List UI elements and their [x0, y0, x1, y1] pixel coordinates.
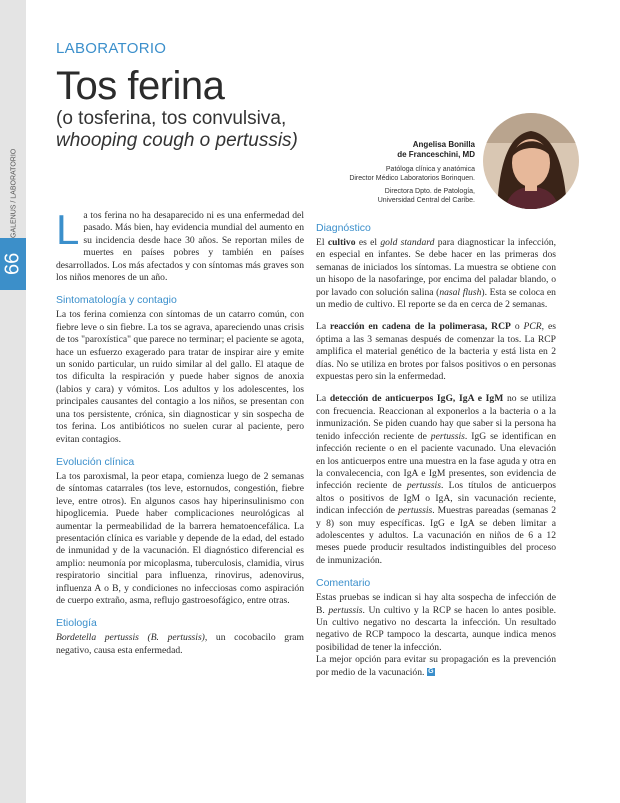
etiologia-organism: Bordetella pertussis (B. pertussis) [56, 632, 205, 644]
paragraph-etiologia [56, 632, 304, 657]
author-affiliation [378, 187, 475, 205]
paragraph-rcp: La reacción en cadena de la polimerasa, RCP o PCR, es óptima a las 3 semanas después de comenzar la tos. La RCP amplifica el material genético de la bacteria y está lista en 2 días. No se utiliza en brotes por falsos positivos o en personas expuestas pero sin la enfermedad. [316, 321, 556, 383]
heading-sintomatologia: Sintomatología y contagio [56, 294, 177, 307]
author-role [349, 165, 475, 183]
author-name-line-2: de Franceschini, MD [397, 150, 475, 159]
heading-comentario: Comentario [316, 577, 371, 590]
etiologia-text: , un cocobacilo gram negativo, causa esta enfermedad. [56, 632, 305, 656]
author-affiliation-line: Directora Dpto. de Patología, [384, 188, 475, 195]
paragraph-comentario: Estas pruebas se indican si hay alta sospecha de infección de B. pertussis. Un cultivo y la RCP se hacen lo antes posible. Un cultivo negativo no descarta la infección. Un resultado negativo de RCP tampoco la descarta, aunque indica menos posibilidad de tener la infección. [316, 592, 556, 653]
paragraph-sintomatologia: La tos ferina comienza con síntomas de un catarro común, con fiebre leve o sin fiebre. La tos se agrava, apareciendo unas crisis de tos "paroxística" que parece no terminar; el paciente se agota, hace un esfuerzo exagerado para tratar de inspirar aire y emite un sonido particular, un ruido similar al del gallo. El ataque de tos dificulta la respiración y puede haber signos de anoxia (labios y cara) y vómitos. Los adultos y los adolescentes, los principales causantes del contagio a los niños, se presentan con una tos persistente, crónica, sin diagnosticar y sin sospecha de tos ferina. Los antibióticos no suelen curar al paciente, pero evitan contagios. [56, 309, 304, 445]
section-label: LABORATORIO [56, 40, 167, 57]
author-photo [483, 113, 579, 209]
article-subtitle [56, 108, 298, 152]
paragraph-anticuerpos: La detección de anticuerpos IgG, IgA e IgM no se utiliza con frecuencia. Reaccionan al exponerlos a la bacteria o a la inmunización. Se piden cuando hay que saber si la persona ha tenido infección reciente de pertussis. IgG se identifican en infección reciente o en el paciente vacunado. Una elevación en los anticuerpos entre una muestra en la fase aguda y otra en la convalecencia, con IgA e IgM presentes, son evidencia de infección reciente de pertussis. Los títulos de anticuerpos altos o positivos de IgM o IgA, sin vacunación reciente, indican infección de pertussis. Muestras pareadas (semanas 2 y 8) son muy específicas. IgG e IgA se deben limitar a adolescentes y adultos. La vacunación en niños de 6 a 12 meses puede producir resultados indistinguibles del proceso de inmunización. [316, 393, 557, 566]
paragraph-prevencion: La mejor opción para evitar su propagación es la prevención por medio de la vacunación. G [316, 654, 556, 678]
paragraph-cultivo: El cultivo es el gold standard para diagnosticar la infección, en especial en infantes. Se debe hacer en las primeras dos semanas de iniciados los síntomas. La muestra se obtiene con un hisopo de la nasofaringe, por encima del paladar blando, o por lavado con solución salina (nasal flush). Esta se coloca en un medio de cultivo. El reporte se da en cerca de 2 semanas. [316, 237, 556, 311]
running-head: GALENUS / LABORATORIO [10, 148, 18, 238]
left-column [56, 206, 305, 657]
subtitle-line-1: (o tosferina, tos convulsiva, [56, 108, 287, 129]
right-column [316, 222, 556, 679]
side-strip [0, 0, 26, 803]
subtitle-italic: whooping cough o pertussis) [56, 130, 298, 151]
subtitle-line-2 [56, 130, 298, 152]
heading-etiologia: Etiología [56, 617, 97, 630]
page-number: 66 [1, 252, 24, 276]
article-title: Tos ferina [56, 64, 225, 108]
heading-evolucion: Evolución clínica [56, 455, 135, 468]
end-mark-icon: G [428, 668, 434, 676]
drop-cap: L [56, 206, 80, 253]
heading-diagnostico: Diagnóstico [316, 222, 371, 234]
intro-text: a tos ferina no ha desaparecido ni es una enfermedad del pasado. Más bien, hay evidencia mundial del aumento en su incidencia desde hace 30 años. Se reportan miles de muertes en países pobres y también en países desarrollados. Los más afectados y con síntomas más graves son los niños menores de un año. [56, 210, 304, 284]
author-role-line: Director Médico Laboratorios Borinquen. [349, 175, 475, 182]
author-role-line: Patóloga clínica y anatómica [385, 166, 475, 173]
author-affiliation-line: Universidad Central del Caribe. [377, 197, 475, 204]
paragraph-evolucion: La tos paroxismal, la peor etapa, comienza luego de 2 semanas de síntomas catarrales (tos leve, estornudos, congestión, fiebre leve, entre otros). En algunos casos hay hiperinsulinismo con hipoglicemia. Puede haber complicaciones neurológicas al aumentar la permeabilidad de la barrera hematoencefálica. La presentación clínica es variable y depende de la edad, del estado de inmunidad y de la vacunación. El diagnóstico diferencial es amplio: neumonía por micoplasma, tuberculosis, clamidia, virus respiratorio sincitial para influenza, rinovirus, adenovirus, influenza A o B, y condiciones no infecciosas como aspiración de cuerpo extraño, asma, reflujo gastroesofágico, entre otras. [56, 470, 304, 606]
intro-paragraph [56, 206, 304, 284]
author-name-line-1: Angelisa Bonilla [412, 140, 475, 149]
author-name [397, 140, 475, 160]
